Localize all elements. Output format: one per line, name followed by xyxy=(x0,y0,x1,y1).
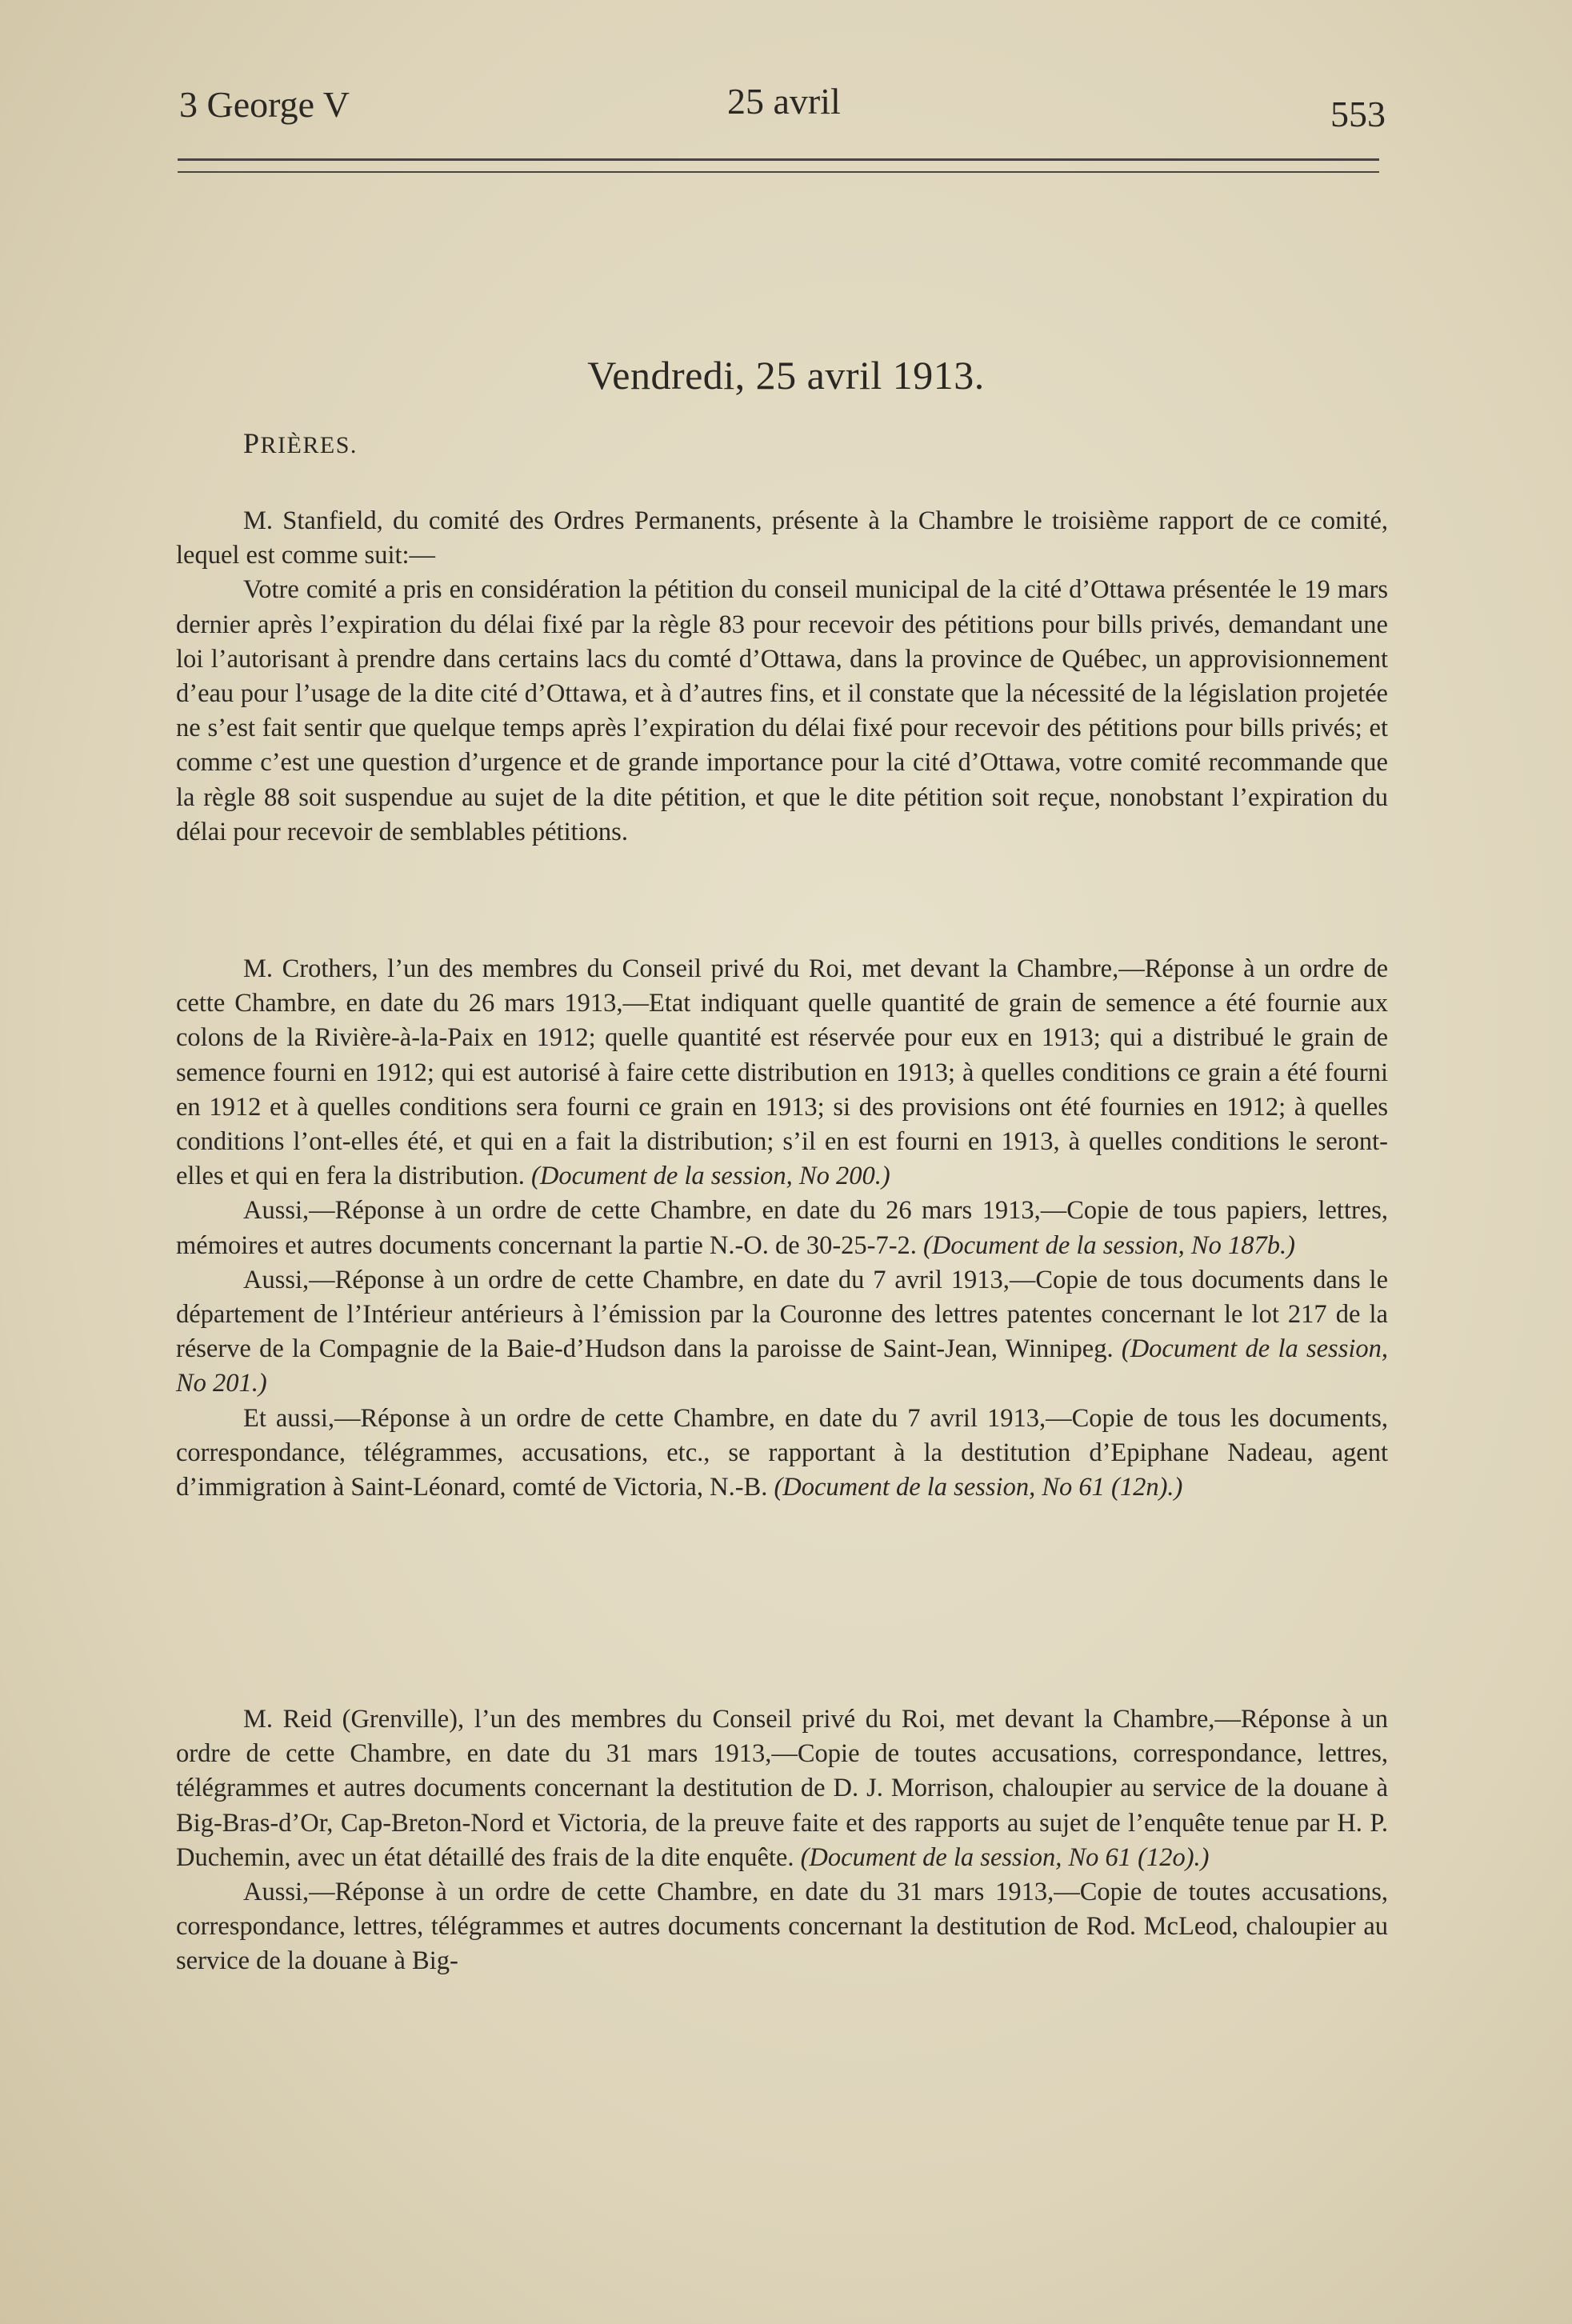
paragraph-text: M. Reid (Grenville), l’un des membres du Conseil privé du Roi, met devant la Chambre,—Réponse à un ordre de cette Chambre, en date du 31 mars 1913,—Copie de toutes accusations, correspondance, lettres, télégrammes et autres documents concernant la destitution de D. J. Morrison, chaloupier au service de la douane à Big-Bras-d’Or, Cap-Breton-Nord et Victoria, de la preuve faite et des rapports au sujet de l’enquête tenue par H. P. Duchemin, avec un état détaillé des frais de la dite enquête. xyxy=(176,1705,1388,1872)
page-number: 553 xyxy=(1330,94,1386,134)
running-head xyxy=(179,70,1386,142)
paragraph xyxy=(176,1875,1388,1979)
paragraph xyxy=(176,573,1388,850)
regnal-year: 3 George V xyxy=(179,84,350,125)
paragraph-text: Votre comité a pris en considération la pétition du conseil municipal de la cité d’Ottawa présentée le 19 mars dernier après l’expiration du délai fixé par la règle 83 pour recevoir des pétitions pour bills privés, demandant une loi l’autorisant à prendre dans certains lacs du comté d’Ottawa, dans la province de Québec, un approvisionnement d’eau pour l’usage de la dite cité d’Ottawa, et à d’autres fins, et il constate que la nécessité de la législation projetée ne s’est fait sentir que quelque temps après l’expiration du délai fixé pour recevoir des pétitions pour bills privés; et comme c’est une question d’urgence et de grande importance pour la cité d’Ottawa, votre comité recommande que la règle 88 soit suspendue au sujet de la dite pétition, et que le dite pétition soit reçue, nonobstant l’expiration du délai pour recevoir de semblables pétitions. xyxy=(176,575,1388,846)
document-reference: (Document de la session, No 201.) xyxy=(176,1334,1389,1398)
paragraph-text: Aussi,—Réponse à un ordre de cette Chambre, en date du 31 mars 1913,—Copie de toutes accusations, correspondance, lettres, télégrammes et autres documents concernant la destitution de Rod. McLeod, chaloupier au service de la douane à Big- xyxy=(176,1878,1388,1976)
header-date: 25 avril xyxy=(727,81,841,122)
paragraph-text: M. Crothers, l’un des membres du Conseil privé du Roi, met devant la Chambre,—Réponse à un ordre de cette Chambre, en date du 26 mars 1913,—Etat indiquant quelle quantité de grain de semence a été fournie aux colons de la Rivière-à-la-Paix en 1912; quelle quantité est réservée pour eux en 1913; qui a distribué le grain de semence fourni en 1912; qui est autorisé à faire cette distribution en 1913; à quelles conditions ce grain a été fourni en 1912 et à quelles conditions sera fourni ce grain en 1913; si des provisions ont été fournies en 1912; à quelles conditions l’ont-elles été, et qui en a fait la distribution; s’il en est fourni en 1913, à quelles conditions le seront-elles et qui en fera la distribution. xyxy=(176,954,1388,1191)
document-reference: (Document de la session, No 61 (12o).) xyxy=(800,1842,1210,1872)
section-reid-returns xyxy=(176,1702,1388,1979)
document-reference: (Document de la session, No 187b.) xyxy=(923,1230,1295,1260)
paragraph xyxy=(176,952,1388,1194)
paragraph-text: Aussi,—Réponse à un ordre de cette Chambre, en date du 26 mars 1913,—Copie de tous papiers, lettres, mémoires et autres documents concernant la partie N.-O. de 30-25-7-2. xyxy=(176,1196,1388,1260)
paragraph-text: Aussi,—Réponse à un ordre de cette Chambre, en date du 7 avril 1913,—Copie de tous documents dans le département de l’Intérieur antérieurs à l’émission par la Couronne des lettres patentes concernant le lot 217 de la réserve de la Compagnie de la Baie-d’Hudson dans la paroisse de Saint-Jean, Winnipeg. xyxy=(176,1265,1388,1364)
section-stanfield-report xyxy=(176,504,1388,850)
paragraph xyxy=(176,1702,1388,1875)
paragraph xyxy=(176,1194,1388,1262)
prayers-rest: RIÈRES. xyxy=(260,432,358,458)
paragraph-text: M. Stanfield, du comité des Ordres Permanents, présente à la Chambre le troisième rapport de ce comité, lequel est comme suit:— xyxy=(176,506,1388,570)
paragraph xyxy=(176,504,1388,573)
document-reference: (Document de la session, No 200.) xyxy=(531,1162,890,1191)
paragraph xyxy=(176,1263,1388,1402)
prayers-heading xyxy=(243,426,358,460)
paragraph-text: Et aussi,—Réponse à un ordre de cette Chambre, en date du 7 avril 1913,—Copie de tous les documents, correspondance, télégrammes, accusations, etc., se rapportant à la destitution d’Epiphane Nadeau, agent d’immigration à Saint-Léonard, comté de Victoria, N.-B. xyxy=(176,1403,1388,1502)
prayers-initial: P xyxy=(243,427,261,459)
section-crothers-returns xyxy=(176,952,1388,1505)
document-reference: (Document de la session, No 61 (12n).) xyxy=(774,1473,1183,1502)
header-rule-bottom xyxy=(178,171,1379,173)
paragraph xyxy=(176,1402,1388,1506)
day-title: Vendredi, 25 avril 1913. xyxy=(587,353,985,398)
header-rule-top xyxy=(178,158,1379,161)
